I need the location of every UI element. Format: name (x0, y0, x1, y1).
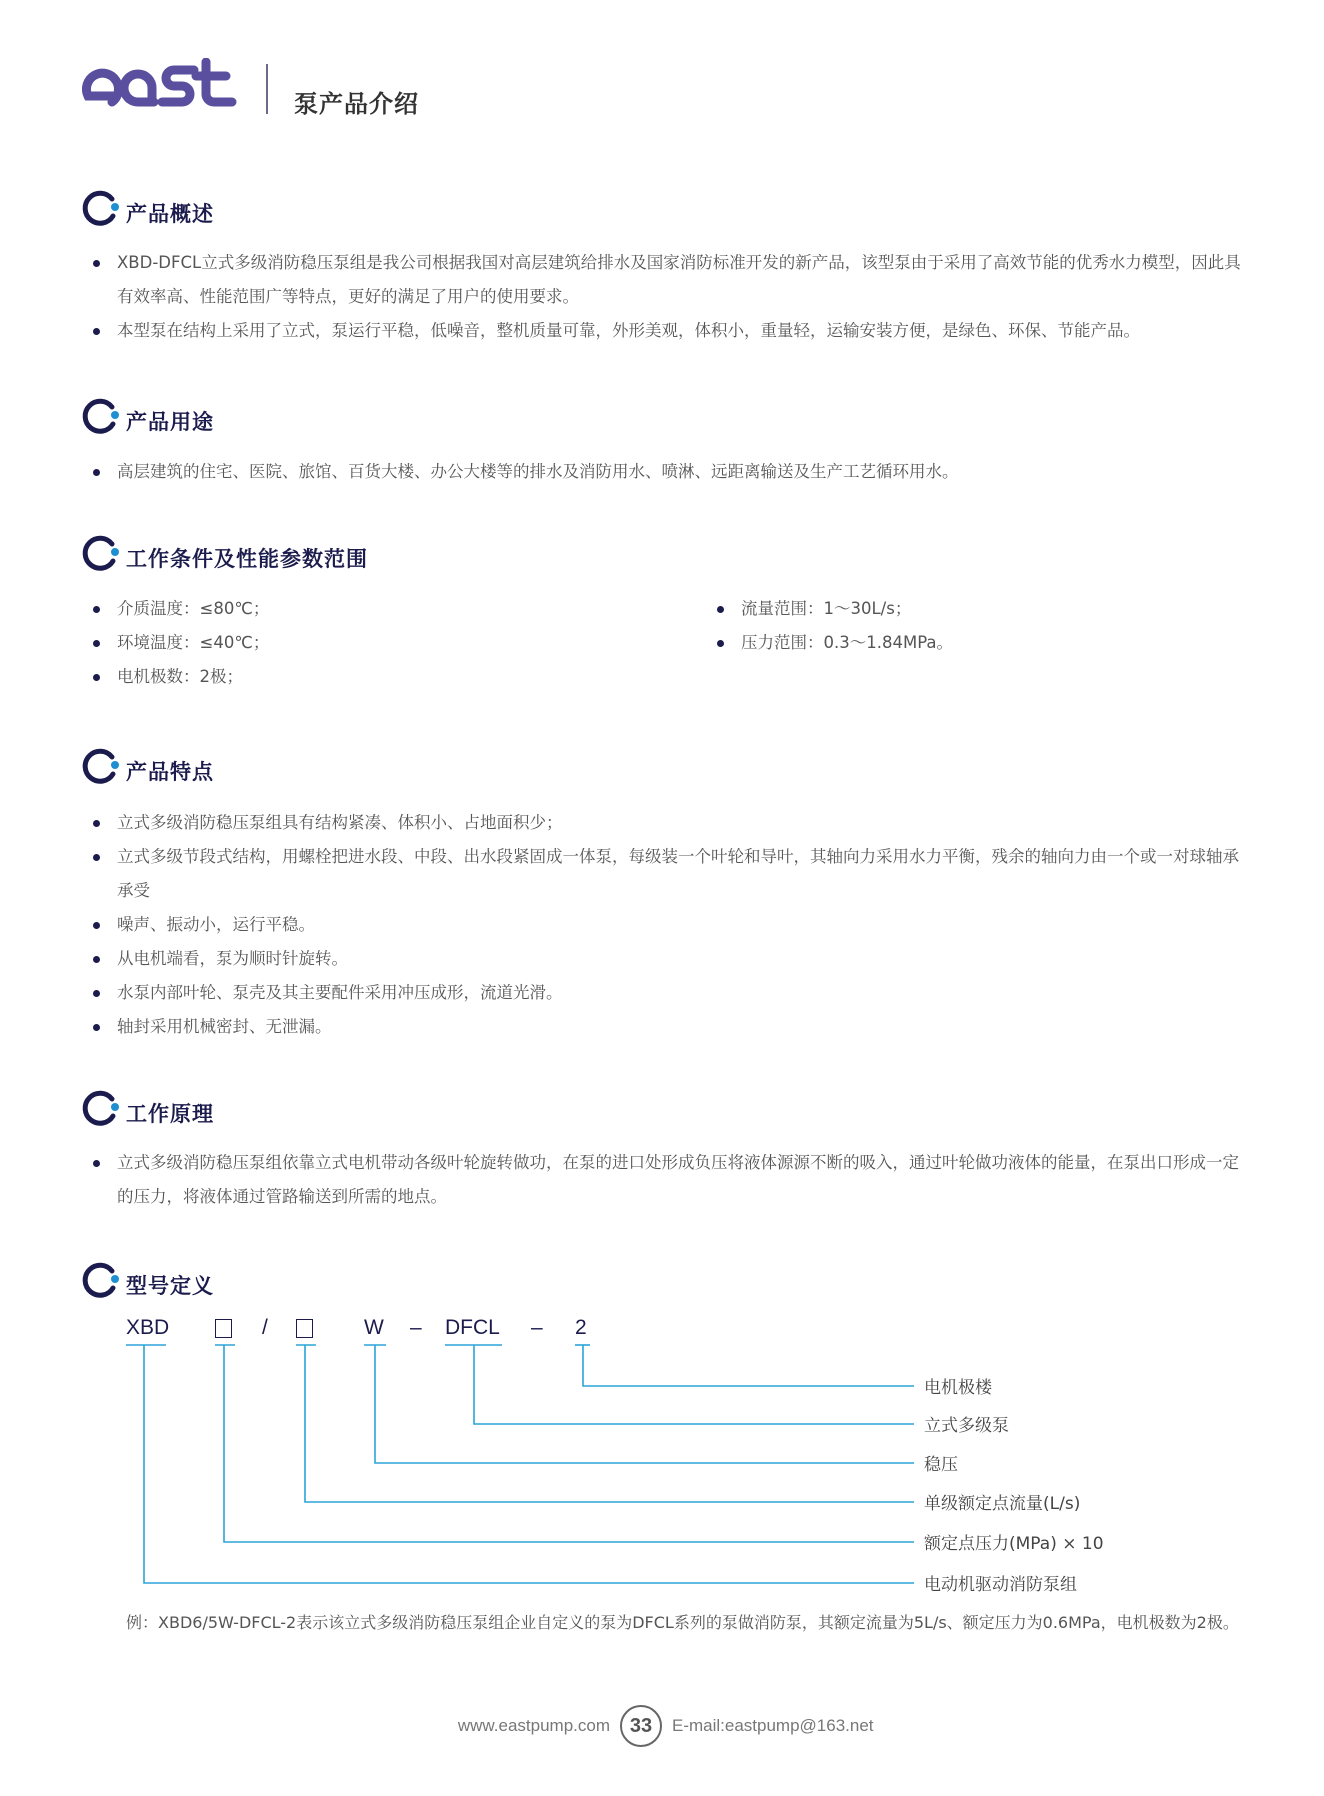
page-number-badge (620, 1705, 662, 1747)
legend-pressure: 额定点压力(MPa) × 10 (924, 1534, 1104, 1554)
header-divider (266, 64, 268, 114)
section-title-text: 产品特点 (126, 760, 214, 784)
legend-flow: 单级额定点流量(L/s) (924, 1494, 1081, 1514)
list-item: XBD-DFCL立式多级消防稳压泵组是我公司根据我国对高层建筑给排水及国家消防标准开发的新产品，该型泵由于采用了高效节能的优秀水力模型，因此具有效率高、性能范围广等特点，更好的满足了用户的使用要求。 (82, 246, 1242, 314)
section-title-text: 工作原理 (126, 1102, 214, 1126)
list-item: 高层建筑的住宅、医院、旅馆、百货大楼、办公大楼等的排水及消防用水、喷淋、远距离输送及生产工艺循环用水。 (82, 455, 1242, 489)
model-code-series: DFCL (445, 1316, 500, 1339)
list-item: 立式多级消防稳压泵组具有结构紧凑、体积小、占地面积少； (82, 806, 1242, 840)
model-code-prefix: XBD (126, 1316, 170, 1339)
legend-vertical-multistage: 立式多级泵 (924, 1416, 1009, 1436)
list-item: 电机极数：2极； (82, 660, 642, 694)
list-item: 立式多级消防稳压泵组依靠立式电机带动各级叶轮旋转做功，在泵的进口处形成负压将液体源源不断的吸入，通过叶轮做功液体的能量，在泵出口形成一定的压力，将液体通过管路输送到所需的地点。 (82, 1146, 1242, 1214)
section-title-text: 型号定义 (126, 1274, 214, 1298)
east-logo (82, 58, 242, 114)
list-item: 本型泵在结构上采用了立式，泵运行平稳，低噪音，整机质量可靠，外形美观，体积小，重量轻，运输安装方便，是绿色、环保、节能产品。 (82, 314, 1242, 348)
model-code-w: W (364, 1316, 384, 1339)
section-title-text: 工作条件及性能参数范围 (126, 547, 368, 571)
page-footer (0, 1700, 1324, 1750)
list-item: 介质温度：≤80℃； (82, 592, 642, 626)
model-code-dash: – (410, 1316, 422, 1339)
model-code-slash: / (262, 1316, 268, 1339)
list-item: 噪声、振动小，运行平稳。 (82, 908, 1242, 942)
list-item: 轴封采用机械密封、无泄漏。 (82, 1010, 1242, 1044)
list-item: 压力范围：0.3～1.84MPa。 (706, 626, 1266, 660)
footer-email[interactable]: E-mail:eastpump@163.net (672, 1716, 874, 1735)
section-bullet-icon (82, 1260, 122, 1300)
list-item: 立式多级节段式结构，用螺栓把进水段、中段、出水段紧固成一体泵，每级装一个叶轮和导叶，其轴向力采用水力平衡，残余的轴向力由一个或一对球轴承承受 (82, 840, 1242, 908)
section-title-text: 产品用途 (126, 410, 214, 434)
usage-list (82, 455, 1242, 489)
section-bullet-icon (82, 188, 122, 228)
list-item: 水泵内部叶轮、泵壳及其主要配件采用冲压成形，流道光滑。 (82, 976, 1242, 1010)
model-code-dash: – (531, 1316, 543, 1339)
model-code-poles: 2 (575, 1316, 587, 1339)
section-bullet-icon (82, 1088, 122, 1128)
overview-list (82, 246, 1242, 348)
conditions-left-list (82, 592, 642, 694)
legend-pressure-stabilizing: 稳压 (924, 1455, 958, 1475)
principle-list (82, 1146, 1242, 1214)
features-list (82, 806, 1242, 1044)
list-item: 从电机端看，泵为顺时针旋转。 (82, 942, 1242, 976)
footer-website[interactable]: www.eastpump.com (457, 1716, 610, 1735)
model-example: 例：XBD6/5W-DFCL-2表示该立式多级消防稳压泵组企业自定义的泵为DFCL系列的泵做消防泵，其额定流量为5L/s、额定压力为0.6MPa，电机极数为2极。 (126, 1613, 1239, 1632)
model-code (126, 1316, 626, 1346)
section-bullet-icon (82, 533, 122, 573)
model-code-flow-box (296, 1319, 313, 1344)
section-bullet-icon (82, 746, 122, 786)
header-title: 泵产品介绍 (294, 90, 419, 118)
conditions-right-list (706, 592, 1266, 660)
list-item: 流量范围：1～30L/s； (706, 592, 1266, 626)
section-bullet-icon (82, 396, 122, 436)
list-item: 环境温度：≤40℃； (82, 626, 642, 660)
page-number: 33 (629, 1715, 653, 1737)
model-code-pressure-box (215, 1319, 232, 1344)
section-title-text: 产品概述 (126, 202, 214, 226)
legend-motor-driven: 电动机驱动消防泵组 (924, 1575, 1077, 1595)
legend-poles: 电机极楼 (924, 1378, 992, 1398)
